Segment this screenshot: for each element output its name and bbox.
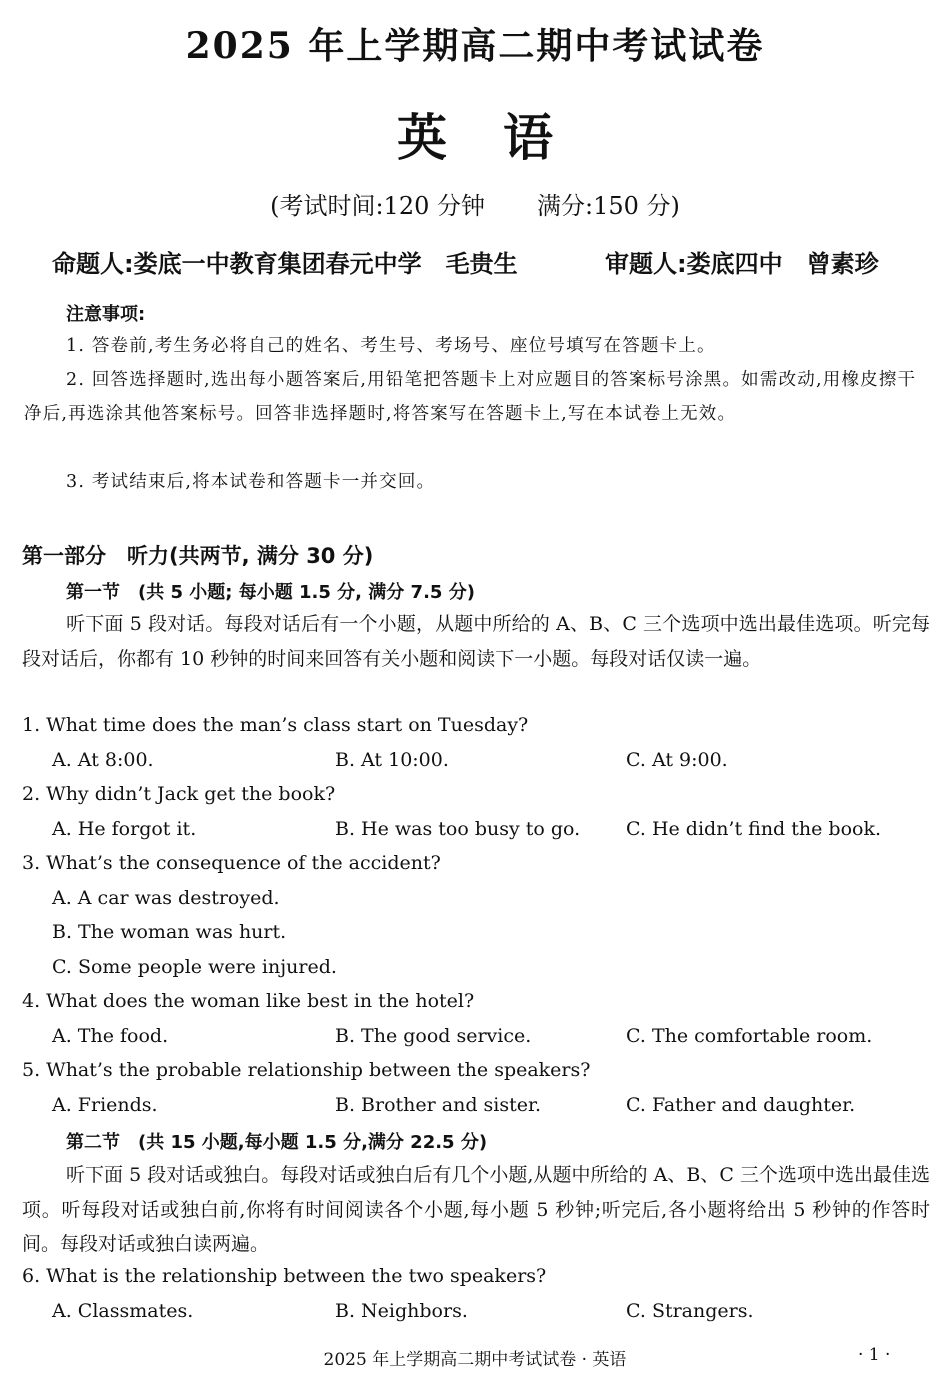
section1-title: 第一节 (共 5 小题; 每小题 1.5 分, 满分 7.5 分) (66, 582, 475, 603)
subject-char: 语 (503, 108, 553, 167)
option-a: A. At 8:00. (52, 749, 154, 771)
section2-instructions: 听下面 5 段对话或独白。每段对话或独白后有几个小题,从题中所给的 A、B、C 三个选项中选出最佳选项。听每段对话或独白前,你将有时间阅读各个小题,每小题 5 秒钟;听完后,各小题将给出 5 秒钟的作答时间。每段对话或独白读两遍。 (22, 1164, 930, 1255)
option-c: C. At 9:00. (626, 749, 728, 771)
option-a: A. Classmates. (52, 1300, 194, 1322)
option-b: B. The woman was hurt. (52, 921, 287, 943)
option-b: B. At 10:00. (335, 749, 449, 771)
question-stem: 1. What time does the man’s class start on Tuesday? (22, 714, 529, 736)
notice-item: 1. 答卷前,考生务必将自己的姓名、考生号、考场号、座位号填写在答题卡上。 (66, 336, 716, 356)
question-stem: 2. Why didn’t Jack get the book? (22, 783, 336, 805)
exam-time-info (0, 186, 950, 221)
exam-title: 2025 年上学期高二期中考试试卷 (185, 25, 765, 67)
question-stem: 3. What’s the consequence of the accident? (22, 852, 441, 874)
exam-total-score: 满分:150 分) (537, 192, 680, 220)
option-c: C. He didn’t find the book. (626, 818, 882, 840)
option-a: A. A car was destroyed. (52, 887, 280, 909)
page-footer: 2025 年上学期高二期中考试试卷 · 英语 (323, 1350, 627, 1370)
option-b: B. The good service. (335, 1025, 532, 1047)
subject-char: 英 (397, 108, 447, 167)
question-stem: 5. What’s the probable relationship between the speakers? (22, 1059, 591, 1081)
notice-heading: 注意事项: (66, 304, 146, 325)
option-b: B. Neighbors. (335, 1300, 468, 1322)
question-stem: 6. What is the relationship between the two speakers? (22, 1265, 547, 1287)
question-stem: 4. What does the woman like best in the hotel? (22, 990, 475, 1012)
option-c: C. Some people were injured. (52, 956, 337, 978)
option-c: C. Father and daughter. (626, 1094, 856, 1116)
question-reviewer: 审题人:娄底四中 曾素珍 (605, 250, 879, 278)
part1-title: 第一部分 听力(共两节, 满分 30 分) (22, 544, 374, 568)
section1-instructions: 听下面 5 段对话。每段对话后有一个小题，从题中所给的 A、B、C 三个选项中选出最佳选项。听完每段对话后，你都有 10 秒钟的时间来回答有关小题和阅读下一小题。每段对话仅读一遍。 (22, 613, 930, 670)
option-a: A. The food. (52, 1025, 169, 1047)
option-c: C. Strangers. (626, 1300, 754, 1322)
page-number: · 1 · (858, 1345, 891, 1365)
question-setter: 命题人:娄底一中教育集团春元中学 毛贵生 (52, 250, 518, 278)
option-b: B. He was too busy to go. (335, 818, 581, 840)
option-a: A. Friends. (52, 1094, 158, 1116)
option-b: B. Brother and sister. (335, 1094, 542, 1116)
option-a: A. He forgot it. (52, 818, 197, 840)
exam-duration: (考试时间:120 分钟 (270, 192, 485, 220)
section2-title: 第二节 (共 15 小题,每小题 1.5 分,满分 22.5 分) (66, 1132, 488, 1153)
subject-title (0, 98, 950, 170)
notice-item: 2. 回答选择题时,选出每小题答案后,用铅笔把答题卡上对应题目的答案标号涂黑。如需改动,用橡皮擦干净后,再选涂其他答案标号。回答非选择题时,将答案写在答题卡上,写在本试卷上无效。 (24, 370, 917, 424)
notice-item: 3. 考试结束后,将本试卷和答题卡一并交回。 (66, 472, 436, 492)
option-c: C. The comfortable room. (626, 1025, 873, 1047)
